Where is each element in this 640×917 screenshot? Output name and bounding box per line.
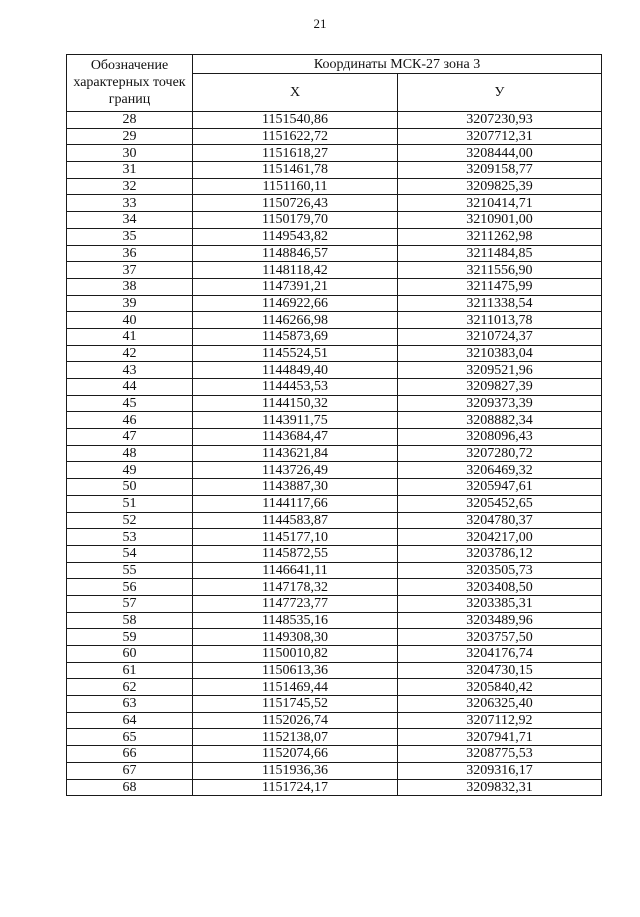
header-y-label: У <box>494 85 505 100</box>
x-coordinate-cell: 1148846,57 <box>193 245 398 262</box>
y-coordinate-cell: 3208882,34 <box>398 412 602 429</box>
y-coordinate-cell: 3209832,31 <box>398 779 602 796</box>
table-row <box>67 162 602 179</box>
table-row <box>67 629 602 646</box>
y-coordinate-cell: 3207280,72 <box>398 445 602 462</box>
y-coordinate-cell: 3209158,77 <box>398 162 602 179</box>
y-coordinate-cell: 3209827,39 <box>398 379 602 396</box>
table-row <box>67 545 602 562</box>
table-row <box>67 529 602 546</box>
y-coordinate-cell: 3204730,15 <box>398 662 602 679</box>
x-coordinate-cell: 1147178,32 <box>193 579 398 596</box>
point-number-cell: 32 <box>67 178 193 195</box>
table-row <box>67 445 602 462</box>
table-row <box>67 479 602 496</box>
y-coordinate-cell: 3205840,42 <box>398 679 602 696</box>
y-coordinate-cell: 3211013,78 <box>398 312 602 329</box>
table-row <box>67 245 602 262</box>
y-coordinate-cell: 3206469,32 <box>398 462 602 479</box>
table-row <box>67 429 602 446</box>
table-row <box>67 379 602 396</box>
x-coordinate-cell: 1151724,17 <box>193 779 398 796</box>
header-x-label: X <box>289 85 301 100</box>
x-coordinate-cell: 1143684,47 <box>193 429 398 446</box>
x-coordinate-cell: 1150726,43 <box>193 195 398 212</box>
x-coordinate-cell: 1148118,42 <box>193 262 398 279</box>
y-coordinate-cell: 3209316,17 <box>398 762 602 779</box>
point-number-cell: 60 <box>67 646 193 663</box>
x-coordinate-cell: 1144150,32 <box>193 395 398 412</box>
table-row <box>67 662 602 679</box>
point-number-cell: 30 <box>67 145 193 162</box>
point-number-cell: 58 <box>67 612 193 629</box>
point-number-cell: 66 <box>67 746 193 763</box>
x-coordinate-cell: 1151461,78 <box>193 162 398 179</box>
table-body <box>67 112 602 796</box>
header-point-designation-label: Обозначение характерных точек границ <box>73 58 186 107</box>
point-number-cell: 52 <box>67 512 193 529</box>
y-coordinate-cell: 3211338,54 <box>398 295 602 312</box>
x-coordinate-cell: 1151745,52 <box>193 696 398 713</box>
x-coordinate-cell: 1146266,98 <box>193 312 398 329</box>
y-coordinate-cell: 3207112,92 <box>398 712 602 729</box>
point-number-cell: 61 <box>67 662 193 679</box>
x-coordinate-cell: 1151618,27 <box>193 145 398 162</box>
x-coordinate-cell: 1151540,86 <box>193 112 398 129</box>
x-coordinate-cell: 1145873,69 <box>193 328 398 345</box>
x-coordinate-cell: 1144117,66 <box>193 495 398 512</box>
x-coordinate-cell: 1144583,87 <box>193 512 398 529</box>
y-coordinate-cell: 3203505,73 <box>398 562 602 579</box>
point-number-cell: 33 <box>67 195 193 212</box>
table-row <box>67 345 602 362</box>
y-coordinate-cell: 3208096,43 <box>398 429 602 446</box>
y-coordinate-cell: 3210724,37 <box>398 328 602 345</box>
x-coordinate-cell: 1149308,30 <box>193 629 398 646</box>
y-coordinate-cell: 3211484,85 <box>398 245 602 262</box>
point-number-cell: 55 <box>67 562 193 579</box>
point-number-cell: 54 <box>67 545 193 562</box>
y-coordinate-cell: 3205452,65 <box>398 495 602 512</box>
point-number-cell: 29 <box>67 128 193 145</box>
y-coordinate-cell: 3203786,12 <box>398 545 602 562</box>
x-coordinate-cell: 1149543,82 <box>193 228 398 245</box>
table-row <box>67 395 602 412</box>
x-coordinate-cell: 1151160,11 <box>193 178 398 195</box>
y-coordinate-cell: 3211475,99 <box>398 278 602 295</box>
x-coordinate-cell: 1151622,72 <box>193 128 398 145</box>
header-point-designation <box>67 55 193 112</box>
y-coordinate-cell: 3204780,37 <box>398 512 602 529</box>
table-header <box>67 55 602 112</box>
table-row <box>67 579 602 596</box>
x-coordinate-cell: 1147723,77 <box>193 595 398 612</box>
header-coordinates-group-label: Координаты МСК-27 зона 3 <box>313 56 481 72</box>
point-number-cell: 62 <box>67 679 193 696</box>
y-coordinate-cell: 3206325,40 <box>398 696 602 713</box>
y-coordinate-cell: 3209373,39 <box>398 395 602 412</box>
point-number-cell: 28 <box>67 112 193 129</box>
point-number-cell: 31 <box>67 162 193 179</box>
point-number-cell: 49 <box>67 462 193 479</box>
x-coordinate-cell: 1144849,40 <box>193 362 398 379</box>
y-coordinate-cell: 3211262,98 <box>398 228 602 245</box>
point-number-cell: 34 <box>67 212 193 229</box>
y-coordinate-cell: 3203489,96 <box>398 612 602 629</box>
point-number-cell: 42 <box>67 345 193 362</box>
point-number-cell: 64 <box>67 712 193 729</box>
table-row <box>67 712 602 729</box>
x-coordinate-cell: 1146922,66 <box>193 295 398 312</box>
point-number-cell: 46 <box>67 412 193 429</box>
x-coordinate-cell: 1144453,53 <box>193 379 398 396</box>
table-row <box>67 562 602 579</box>
page-number: 21 <box>313 16 327 31</box>
x-coordinate-cell: 1143726,49 <box>193 462 398 479</box>
table-row <box>67 128 602 145</box>
point-number-cell: 38 <box>67 278 193 295</box>
table-row <box>67 278 602 295</box>
point-number-cell: 36 <box>67 245 193 262</box>
table-row <box>67 462 602 479</box>
y-coordinate-cell: 3207230,93 <box>398 112 602 129</box>
x-coordinate-cell: 1150010,82 <box>193 646 398 663</box>
table-row <box>67 696 602 713</box>
point-number-cell: 37 <box>67 262 193 279</box>
x-coordinate-cell: 1143887,30 <box>193 479 398 496</box>
y-coordinate-cell: 3203757,50 <box>398 629 602 646</box>
x-coordinate-cell: 1151936,36 <box>193 762 398 779</box>
point-number-cell: 68 <box>67 779 193 796</box>
x-coordinate-cell: 1150613,36 <box>193 662 398 679</box>
point-number-cell: 45 <box>67 395 193 412</box>
table-row <box>67 612 602 629</box>
x-coordinate-cell: 1152138,07 <box>193 729 398 746</box>
y-coordinate-cell: 3208775,53 <box>398 746 602 763</box>
y-coordinate-cell: 3209825,39 <box>398 178 602 195</box>
table-row <box>67 195 602 212</box>
point-number-cell: 43 <box>67 362 193 379</box>
table-row <box>67 328 602 345</box>
point-number-cell: 57 <box>67 595 193 612</box>
table-row <box>67 746 602 763</box>
y-coordinate-cell: 3204176,74 <box>398 646 602 663</box>
table-row <box>67 178 602 195</box>
point-number-cell: 39 <box>67 295 193 312</box>
point-number-cell: 63 <box>67 696 193 713</box>
x-coordinate-cell: 1151469,44 <box>193 679 398 696</box>
x-coordinate-cell: 1145872,55 <box>193 545 398 562</box>
coordinates-table <box>66 54 602 796</box>
x-coordinate-cell: 1145524,51 <box>193 345 398 362</box>
table-row <box>67 646 602 663</box>
y-coordinate-cell: 3210383,04 <box>398 345 602 362</box>
point-number-cell: 59 <box>67 629 193 646</box>
x-coordinate-cell: 1148535,16 <box>193 612 398 629</box>
x-coordinate-cell: 1143621,84 <box>193 445 398 462</box>
point-number-cell: 50 <box>67 479 193 496</box>
table-row <box>67 295 602 312</box>
table-row <box>67 212 602 229</box>
y-coordinate-cell: 3207941,71 <box>398 729 602 746</box>
x-coordinate-cell: 1150179,70 <box>193 212 398 229</box>
header-coordinates-group <box>193 55 602 74</box>
table-row <box>67 412 602 429</box>
y-coordinate-cell: 3207712,31 <box>398 128 602 145</box>
table-row <box>67 145 602 162</box>
table-row <box>67 112 602 129</box>
table-row <box>67 495 602 512</box>
point-number-cell: 35 <box>67 228 193 245</box>
table-row <box>67 779 602 796</box>
y-coordinate-cell: 3210901,00 <box>398 212 602 229</box>
x-coordinate-cell: 1145177,10 <box>193 529 398 546</box>
y-coordinate-cell: 3203385,31 <box>398 595 602 612</box>
point-number-cell: 53 <box>67 529 193 546</box>
point-number-cell: 48 <box>67 445 193 462</box>
y-coordinate-cell: 3204217,00 <box>398 529 602 546</box>
header-y <box>398 74 602 112</box>
y-coordinate-cell: 3203408,50 <box>398 579 602 596</box>
y-coordinate-cell: 3209521,96 <box>398 362 602 379</box>
table-row <box>67 595 602 612</box>
point-number-cell: 56 <box>67 579 193 596</box>
table-row <box>67 762 602 779</box>
table-row <box>67 729 602 746</box>
table-row <box>67 312 602 329</box>
header-x <box>193 74 398 112</box>
point-number-cell: 47 <box>67 429 193 446</box>
x-coordinate-cell: 1143911,75 <box>193 412 398 429</box>
point-number-cell: 67 <box>67 762 193 779</box>
x-coordinate-cell: 1152074,66 <box>193 746 398 763</box>
x-coordinate-cell: 1152026,74 <box>193 712 398 729</box>
table-row <box>67 228 602 245</box>
x-coordinate-cell: 1146641,11 <box>193 562 398 579</box>
table-row <box>67 512 602 529</box>
point-number-cell: 51 <box>67 495 193 512</box>
y-coordinate-cell: 3208444,00 <box>398 145 602 162</box>
point-number-cell: 40 <box>67 312 193 329</box>
point-number-cell: 65 <box>67 729 193 746</box>
x-coordinate-cell: 1147391,21 <box>193 278 398 295</box>
point-number-cell: 44 <box>67 379 193 396</box>
y-coordinate-cell: 3205947,61 <box>398 479 602 496</box>
table-row <box>67 262 602 279</box>
table-row <box>67 362 602 379</box>
point-number-cell: 41 <box>67 328 193 345</box>
y-coordinate-cell: 3211556,90 <box>398 262 602 279</box>
y-coordinate-cell: 3210414,71 <box>398 195 602 212</box>
table-row <box>67 679 602 696</box>
header-row-top <box>67 55 602 74</box>
